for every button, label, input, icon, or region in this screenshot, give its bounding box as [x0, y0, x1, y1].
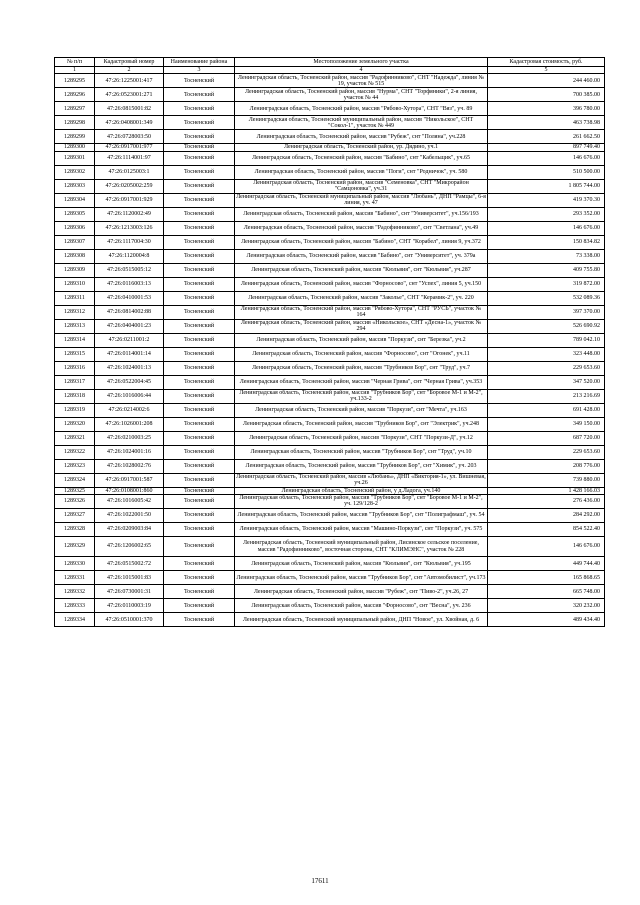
- cadastral-number: 47:26:0917001:929: [95, 193, 164, 207]
- cadastral-cost: 213 216.69: [488, 389, 605, 403]
- district-name: Тосненский: [164, 375, 235, 389]
- district-name: Тосненский: [164, 88, 235, 102]
- table-row: [55, 179, 605, 193]
- cadastral-number: 47:26:0917001:977: [95, 144, 164, 151]
- land-plot-address: Ленинградская область, Тосненский район, массив "Рубеж", снт "Полянa", уч.228: [235, 130, 488, 144]
- cadastral-number: 47:26:0515005:12: [95, 263, 164, 277]
- row-number: 1289303: [55, 179, 95, 193]
- district-name: Тосненский: [164, 361, 235, 375]
- table-header-row: [55, 58, 605, 67]
- cadastral-cost: 687 720.00: [488, 431, 605, 445]
- table-row: [55, 445, 605, 459]
- row-number: 1289329: [55, 536, 95, 557]
- district-name: Тосненский: [164, 508, 235, 522]
- cadastral-cost: 532 089.36: [488, 291, 605, 305]
- column-number: 2: [95, 67, 164, 74]
- cadastral-number: 47:26:0210003:25: [95, 431, 164, 445]
- cadastral-number: 47:26:1016005:42: [95, 494, 164, 508]
- row-number: 1289310: [55, 277, 95, 291]
- table-row: [55, 235, 605, 249]
- table-row: [55, 263, 605, 277]
- row-number: 1289297: [55, 102, 95, 116]
- district-name: Тосненский: [164, 221, 235, 235]
- cadastral-number: 47:26:0410001:53: [95, 291, 164, 305]
- district-name: Тосненский: [164, 417, 235, 431]
- cadastral-cost: 489 434.40: [488, 613, 605, 627]
- table-row: [55, 473, 605, 487]
- district-name: Тосненский: [164, 473, 235, 487]
- table-row: [55, 193, 605, 207]
- row-number: 1289332: [55, 585, 95, 599]
- district-name: Тосненский: [164, 431, 235, 445]
- land-plot-address: Ленинградская область, Тосненский район, массив "Рубеж", снт "Пиво-2", уч.26, 27: [235, 585, 488, 599]
- cadastral-number: 47:26:1028002:76: [95, 459, 164, 473]
- row-number: 1289316: [55, 361, 95, 375]
- row-number: 1289312: [55, 305, 95, 319]
- table-row: [55, 102, 605, 116]
- cadastral-cost: 739 880.00: [488, 473, 605, 487]
- district-name: Тосненский: [164, 291, 235, 305]
- land-plot-address: Ленинградская область, Тосненский район, массив "Черная Грива", снт "Черная Грива", уч.353: [235, 375, 488, 389]
- land-plot-address: Ленинградская область, Тосненский район, массив "Форносово", снт "Весна", уч. 236: [235, 599, 488, 613]
- land-plot-address: Ленинградская область, Тосненский район, массив "Радофинниково", СНТ "Надежда", линия № 19, участок № 515: [235, 74, 488, 88]
- district-name: Тосненский: [164, 487, 235, 494]
- row-number: 1289328: [55, 522, 95, 536]
- cadastral-cost: 854 522.40: [488, 522, 605, 536]
- cadastral-number: 47:26:0815001:82: [95, 102, 164, 116]
- row-number: 1289308: [55, 249, 95, 263]
- cadastral-number: 47:26:1117004:30: [95, 235, 164, 249]
- cadastral-number: 47:26:1015001:83: [95, 571, 164, 585]
- column-number: 4: [235, 67, 488, 74]
- table-row: [55, 207, 605, 221]
- district-name: Тосненский: [164, 613, 235, 627]
- district-name: Тосненский: [164, 494, 235, 508]
- district-name: Тосненский: [164, 207, 235, 221]
- cadastral-number: 47:26:0522004:45: [95, 375, 164, 389]
- district-name: Тосненский: [164, 585, 235, 599]
- table-row: [55, 277, 605, 291]
- cadastral-cost: 396 780.00: [488, 102, 605, 116]
- land-plot-address: Ленинградская область, Тосненский район, массив "Трубников Бор", снт "Труд", уч.7: [235, 361, 488, 375]
- cadastral-cost: 1 805 744.00: [488, 179, 605, 193]
- row-number: 1289306: [55, 221, 95, 235]
- land-plot-address: Ленинградская область, Тосненский район, массив "Поркузи", снт "Мечта", уч.163: [235, 403, 488, 417]
- table-row: [55, 557, 605, 571]
- cadastral-cost: 463 738.98: [488, 116, 605, 130]
- row-number: 1289313: [55, 319, 95, 333]
- row-number: 1289323: [55, 459, 95, 473]
- table-row: [55, 599, 605, 613]
- cadastral-number: 47:26:0209003:84: [95, 522, 164, 536]
- land-plot-address: Ленинградская область, Тосненский район, массив "Трубников Бор", снт "Химик", уч. 203: [235, 459, 488, 473]
- cadastral-cost: 146 676.00: [488, 536, 605, 557]
- cadastral-value-table: [54, 57, 605, 627]
- land-plot-address: Ленинградская область, Тосненский район, массив "Кюльвия", снт "Кюльвия", уч.195: [235, 557, 488, 571]
- table-row: [55, 431, 605, 445]
- cadastral-number: 47:26:0211001:2: [95, 333, 164, 347]
- land-plot-address: Ленинградская область, Тосненский муниципальный район, массив "Никольское", СНТ "Сокол-1", участок № 449: [235, 116, 488, 130]
- table-row: [55, 487, 605, 494]
- land-plot-address: Ленинградская область, Тосненский район, массив "Машино-Поркузи", снт "Поркузи", уч. 575: [235, 522, 488, 536]
- cadastral-number: 47:26:1114001:97: [95, 151, 164, 165]
- district-name: Тосненский: [164, 333, 235, 347]
- district-name: Тосненский: [164, 263, 235, 277]
- cadastral-cost: 409 755.80: [488, 263, 605, 277]
- land-plot-address: Ленинградская область, Тосненский район, массив "Бабино", снт "Университет", уч. 379а: [235, 249, 488, 263]
- row-number: 1289307: [55, 235, 95, 249]
- row-number: 1289317: [55, 375, 95, 389]
- table-row: [55, 130, 605, 144]
- district-name: Тосненский: [164, 277, 235, 291]
- header-cadastral-number: Кадастровый номер: [95, 58, 164, 67]
- row-number: 1289320: [55, 417, 95, 431]
- cadastral-number: 47:26:0108001:860: [95, 487, 164, 494]
- row-number: 1289298: [55, 116, 95, 130]
- district-name: Тосненский: [164, 536, 235, 557]
- district-name: Тосненский: [164, 403, 235, 417]
- cadastral-number: 47:26:0404001:23: [95, 319, 164, 333]
- cadastral-number: 47:26:1206002:65: [95, 536, 164, 557]
- district-name: Тосненский: [164, 347, 235, 361]
- table-body: [55, 74, 605, 627]
- district-name: Тосненский: [164, 389, 235, 403]
- land-plot-address: Ленинградская область, Тосненский район, массив "Поркузи", снт "Березка", уч.2: [235, 333, 488, 347]
- land-plot-address: Ленинградская область, Тосненский район, массив "Нурма", СНТ "Торфяники", 2-я линия, участок № 44: [235, 88, 488, 102]
- row-number: 1289309: [55, 263, 95, 277]
- cadastral-cost: 261 662.50: [488, 130, 605, 144]
- table-row: [55, 459, 605, 473]
- cadastral-cost: 349 150.00: [488, 417, 605, 431]
- district-name: Тосненский: [164, 571, 235, 585]
- header-cost: Кадастровая стоимость, руб.: [488, 58, 605, 67]
- table-row: [55, 403, 605, 417]
- district-name: Тосненский: [164, 599, 235, 613]
- cadastral-number: 47:26:1016006:44: [95, 389, 164, 403]
- land-plot-address: Ленинградская область, Тосненский район, массив "Семеновка", СНТ "Микрорайон "Самцоновка", уч.31: [235, 179, 488, 193]
- table-row: [55, 536, 605, 557]
- row-number: 1289296: [55, 88, 95, 102]
- cadastral-number: 47:26:1024001:13: [95, 361, 164, 375]
- cadastral-table-sheet: [54, 57, 600, 627]
- row-number: 1289318: [55, 389, 95, 403]
- land-plot-address: Ленинградская область, Тосненский район, массив "Поркузи", СНТ "Поркузи-Д", уч.12: [235, 431, 488, 445]
- cadastral-number: 47:26:1026001:208: [95, 417, 164, 431]
- table-row: [55, 221, 605, 235]
- cadastral-number: 47:26:1225001:417: [95, 74, 164, 88]
- cadastral-cost: 73 338.00: [488, 249, 605, 263]
- district-name: Тосненский: [164, 151, 235, 165]
- cadastral-number: 47:26:0125003:1: [95, 165, 164, 179]
- column-number: 5: [488, 67, 605, 74]
- land-plot-address: Ленинградская область, Тосненский район, массив "Радофинниково", снт "Светлана", уч.49: [235, 221, 488, 235]
- district-name: Тосненский: [164, 235, 235, 249]
- land-plot-address: Ленинградская область, Тосненский район, массив «Никольское», СНТ «Десна-1», участок № 294: [235, 319, 488, 333]
- land-plot-address: Ленинградская область, Тосненский район, у д.Ладога, уч.140: [235, 487, 488, 494]
- cadastral-number: 47:26:0523001:271: [95, 88, 164, 102]
- land-plot-address: Ленинградская область, Тосненский район, массив "Трубников Бор", снт "Электрик", уч.248: [235, 417, 488, 431]
- table-row: [55, 571, 605, 585]
- cadastral-cost: 244 460.00: [488, 74, 605, 88]
- cadastral-number: 47:26:0110003:19: [95, 599, 164, 613]
- row-number: 1289322: [55, 445, 95, 459]
- column-number: 3: [164, 67, 235, 74]
- table-row: [55, 319, 605, 333]
- land-plot-address: Ленинградская область, Тосненский район, массив "Кюльвия", снт "Кюльвия", уч.287: [235, 263, 488, 277]
- row-number: 1289304: [55, 193, 95, 207]
- cadastral-number: 47:26:0917001:587: [95, 473, 164, 487]
- row-number: 1289299: [55, 130, 95, 144]
- district-name: Тосненский: [164, 116, 235, 130]
- row-number: 1289314: [55, 333, 95, 347]
- district-name: Тосненский: [164, 522, 235, 536]
- column-number: 1: [55, 67, 95, 74]
- cadastral-cost: 347 520.00: [488, 375, 605, 389]
- header-no: № п/п: [55, 58, 95, 67]
- cadastral-number: 47:26:0728003:50: [95, 130, 164, 144]
- row-number: 1289305: [55, 207, 95, 221]
- district-name: Тосненский: [164, 165, 235, 179]
- table-row: [55, 249, 605, 263]
- cadastral-number: 47:26:1213003:126: [95, 221, 164, 235]
- cadastral-number: 47:26:0214002:6: [95, 403, 164, 417]
- cadastral-cost: 691 428.00: [488, 403, 605, 417]
- district-name: Тосненский: [164, 249, 235, 263]
- table-row: [55, 74, 605, 88]
- district-name: Тосненский: [164, 445, 235, 459]
- row-number: 1289325: [55, 487, 95, 494]
- cadastral-number: 47:26:0205002:259: [95, 179, 164, 193]
- district-name: Тосненский: [164, 193, 235, 207]
- land-plot-address: Ленинградская область, Тосненский район, массив "Заколье", СНТ "Керамик-2", уч. 220: [235, 291, 488, 305]
- row-number: 1289319: [55, 403, 95, 417]
- cadastral-cost: 526 690.92: [488, 319, 605, 333]
- table-row: [55, 508, 605, 522]
- land-plot-address: Ленинградская область, Тосненский район, массив "Трубников Бор", снт "Боровое М-1 и М-2", уч. 129/128-2: [235, 494, 488, 508]
- table-row: [55, 361, 605, 375]
- table-row: [55, 389, 605, 403]
- row-number: 1289331: [55, 571, 95, 585]
- row-number: 1289334: [55, 613, 95, 627]
- row-number: 1289326: [55, 494, 95, 508]
- cadastral-number: 47:26:0510001:370: [95, 613, 164, 627]
- table-row: [55, 613, 605, 627]
- row-number: 1289315: [55, 347, 95, 361]
- row-number: 1289300: [55, 144, 95, 151]
- table-row: [55, 417, 605, 431]
- header-district: Наименование района: [164, 58, 235, 67]
- page-number: 17611: [311, 877, 329, 885]
- land-plot-address: Ленинградская область, Тосненский район, массив "Форносово", снт "Успех", линия 5, уч.150: [235, 277, 488, 291]
- cadastral-cost: 146 676.00: [488, 151, 605, 165]
- cadastral-cost: 320 232.00: [488, 599, 605, 613]
- land-plot-address: Ленинградская область, Тосненский район, массив "Поги", снт "Родничок", уч. 580: [235, 165, 488, 179]
- cadastral-cost: 789 042.10: [488, 333, 605, 347]
- cadastral-number: 47:26:0116003:13: [95, 277, 164, 291]
- row-number: 1289321: [55, 431, 95, 445]
- row-number: 1289301: [55, 151, 95, 165]
- cadastral-number: 47:26:0515002:72: [95, 557, 164, 571]
- table-row: [55, 305, 605, 319]
- cadastral-cost: 293 352.00: [488, 207, 605, 221]
- land-plot-address: Ленинградская область, Тосненский район, массив "Рябово-Хутора", СНТ "РУСЬ", участок № 164: [235, 305, 488, 319]
- row-number: 1289302: [55, 165, 95, 179]
- district-name: Тосненский: [164, 459, 235, 473]
- row-number: 1289324: [55, 473, 95, 487]
- land-plot-address: Ленинградская область, Тосненский район, массив "Трубников Бор", снт "Боровое М-1 и М-2", уч.133-2: [235, 389, 488, 403]
- cadastral-number: 47:26:0114001:14: [95, 347, 164, 361]
- district-name: Тосненский: [164, 557, 235, 571]
- cadastral-number: 47:26:0408001:349: [95, 116, 164, 130]
- district-name: Тосненский: [164, 130, 235, 144]
- header-address: Местоположение земельного участка: [235, 58, 488, 67]
- cadastral-number: 47:26:1120002:49: [95, 207, 164, 221]
- district-name: Тосненский: [164, 74, 235, 88]
- cadastral-cost: 510 500.00: [488, 165, 605, 179]
- cadastral-cost: 229 653.60: [488, 445, 605, 459]
- table-row: [55, 291, 605, 305]
- row-number: 1289327: [55, 508, 95, 522]
- table-row: [55, 116, 605, 130]
- cadastral-cost: 146 676.00: [488, 221, 605, 235]
- cadastral-number: 47:26:1120004:8: [95, 249, 164, 263]
- cadastral-number: 47:26:0814002:88: [95, 305, 164, 319]
- table-row: [55, 347, 605, 361]
- cadastral-cost: 208 776.00: [488, 459, 605, 473]
- land-plot-address: Ленинградская область, Тосненский район, массив "Рябово-Хутора", СНТ "Вяз", уч. 89: [235, 102, 488, 116]
- land-plot-address: Ленинградская область, Тосненский муниципальный район, ДНП "Новое", ул. Хвойная, д. 6: [235, 613, 488, 627]
- district-name: Тосненский: [164, 319, 235, 333]
- cadastral-cost: 165 868.65: [488, 571, 605, 585]
- land-plot-address: Ленинградская область, Тосненский район, массив "Трубников Бор", снт "Полиграфмаш", уч. 54: [235, 508, 488, 522]
- land-plot-address: Ленинградская область, Тосненский район, массив "Бабино", снт "Кабельщик", уч.65: [235, 151, 488, 165]
- cadastral-cost: 229 653.60: [488, 361, 605, 375]
- land-plot-address: Ленинградская область, Тосненский муниципальный район, Лисинское сельское поселение, массив "Радофинниково", восточная сторона, СНТ "КЛИМЭНС", участок № 228: [235, 536, 488, 557]
- row-number: 1289333: [55, 599, 95, 613]
- table-row: [55, 165, 605, 179]
- land-plot-address: Ленинградская область, Тосненский муниципальный район, массив "Любань", ДНП "Рамцы", 6-я линия, уч. 47: [236, 193, 486, 207]
- district-name: Тосненский: [164, 102, 235, 116]
- table-row: [55, 333, 605, 347]
- cadastral-cost: 276 436.00: [488, 494, 605, 508]
- cadastral-cost: 700 385.00: [488, 88, 605, 102]
- land-plot-address: Ленинградская область, Тосненский район, массив «Любань», ДНП «Виктория-1», ул. Вишневая, уч.26: [236, 473, 486, 487]
- land-plot-address: Ленинградская область, Тосненский район, массив "Трубников Бор", снт "Автомобилист", уч.173: [235, 571, 488, 585]
- district-name: Тосненский: [164, 305, 235, 319]
- cadastral-number: 47:26:0730001:31: [95, 585, 164, 599]
- table-row: [55, 88, 605, 102]
- table-row: [55, 375, 605, 389]
- column-number-row: [55, 67, 605, 74]
- land-plot-address: Ленинградская область, Тосненский район, массив "Бабино", СНТ "Корабел", линия 9, уч.372: [235, 235, 488, 249]
- row-number: 1289330: [55, 557, 95, 571]
- land-plot-address: Ленинградская область, Тосненский район, массив "Трубников Бор", снт "Труд", уч.10: [235, 445, 488, 459]
- cadastral-cost: 150 834.82: [488, 235, 605, 249]
- table-row: [55, 585, 605, 599]
- cadastral-cost: 284 292.00: [488, 508, 605, 522]
- land-plot-address: Ленинградская область, Тосненский район, массив "Форносово", снт "Огонек", уч.11: [235, 347, 488, 361]
- cadastral-number: 47:26:1022001:50: [95, 508, 164, 522]
- land-plot-address: Ленинградская область, Тосненский район, массив "Бабино", снт "Университет", уч.156/193: [235, 207, 488, 221]
- cadastral-cost: 319 872.00: [488, 277, 605, 291]
- table-row: [55, 144, 605, 151]
- cadastral-number: 47:26:1024001:16: [95, 445, 164, 459]
- table-row: [55, 494, 605, 508]
- district-name: Тосненский: [164, 179, 235, 193]
- cadastral-cost: 665 748.00: [488, 585, 605, 599]
- cadastral-cost: 323 448.00: [488, 347, 605, 361]
- cadastral-cost: 397 370.00: [488, 305, 605, 319]
- table-row: [55, 151, 605, 165]
- cadastral-cost: 1 428 166.03: [488, 487, 605, 494]
- cadastral-cost: 419 370.30: [488, 193, 605, 207]
- cadastral-cost: 897 749.40: [488, 144, 605, 151]
- row-number: 1289295: [55, 74, 95, 88]
- land-plot-address: Ленинградская область, Тосненский район, ур. Дядино, уч.1: [235, 144, 488, 151]
- cadastral-cost: 449 744.40: [488, 557, 605, 571]
- table-row: [55, 522, 605, 536]
- district-name: Тосненский: [164, 144, 235, 151]
- row-number: 1289311: [55, 291, 95, 305]
